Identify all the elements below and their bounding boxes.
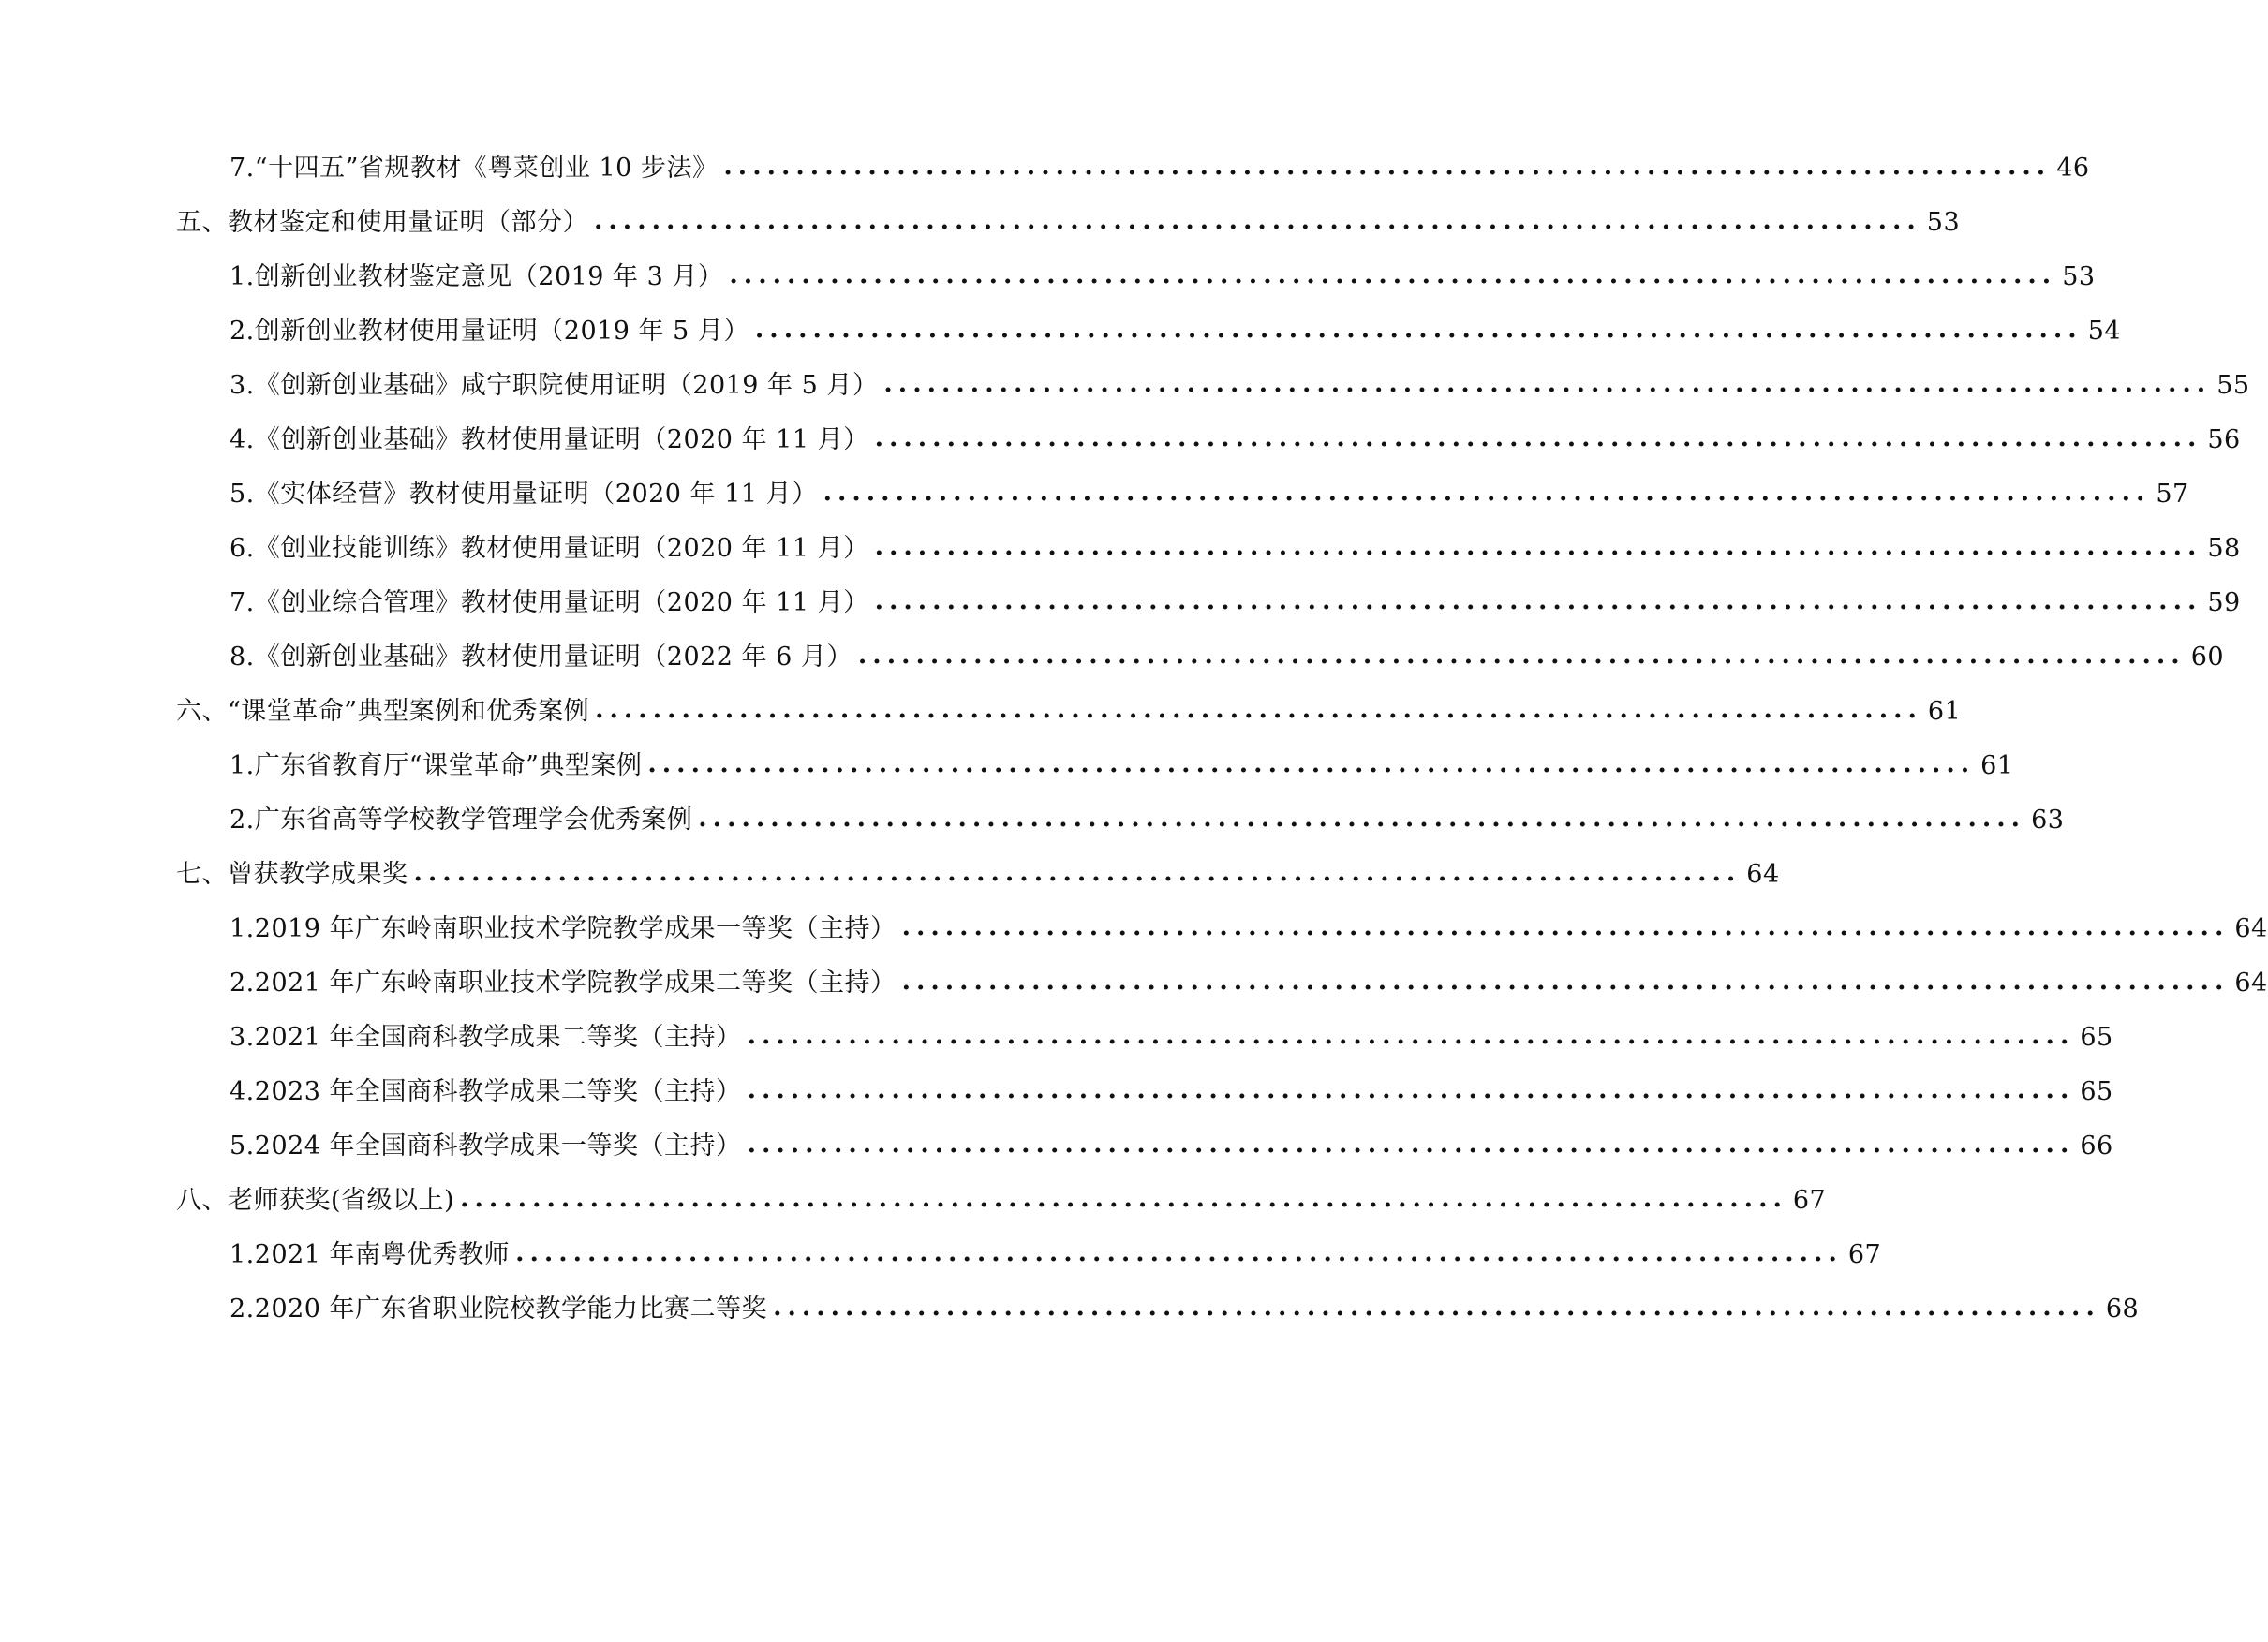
toc-entry-title: 3.2021 年全国商科教学成果二等奖（主持） [230,1023,742,1052]
toc-entry-title: 六、“课堂革命”典型案例和优秀案例 [176,697,590,726]
toc-entry-page: 57 [2156,480,2189,509]
toc-entry[interactable] [230,1128,2113,1165]
toc-entry-title: 五、教材鉴定和使用量证明（部分） [176,208,588,237]
toc-dot-leader: ............................................................................................ [857,641,2186,670]
toc-entry-page: 61 [1927,697,1962,726]
toc-dot-leader: ............................................................................................ [515,1238,1843,1267]
toc-entry[interactable] [230,530,2241,568]
toc-entry-title: 4.2023 年全国商科教学成果二等奖（主持） [230,1077,742,1106]
toc-entry-page: 64 [1746,860,1780,889]
toc-dot-leader: ............................................................................................ [747,1021,2075,1050]
toc-entry-title: 7.“十四五”省规教材《粤菜创业 10 步法》 [230,154,719,183]
toc-entry-page: 66 [2080,1132,2113,1161]
toc-entry-title: 2.2020 年广东省职业院校教学能力比赛二等奖 [230,1294,768,1324]
toc-entry-title: 5.2024 年全国商科教学成果一等奖（主持） [230,1132,742,1161]
toc-entry-page: 68 [2105,1294,2140,1324]
toc-entry-page: 59 [2207,588,2241,617]
toc-entry[interactable] [176,856,1780,894]
toc-entry[interactable] [230,910,2268,948]
toc-dot-leader: ............................................................................................ [729,260,2057,289]
toc-entry-page: 60 [2190,643,2225,672]
toc-dot-leader: ............................................................................................ [874,532,2202,561]
toc-entry-page: 54 [2087,317,2122,346]
toc-entry[interactable] [230,1236,1882,1274]
toc-entry[interactable] [230,259,2096,296]
toc-entry-page: 58 [2207,534,2241,563]
toc-entry-title: 八、老师获奖(省级以上) [176,1186,455,1215]
toc-entry-title: 5.《实体经营》教材使用量证明（2020 年 11 月） [230,480,818,509]
toc-entry[interactable] [176,1182,1827,1220]
toc-entry-title: 4.《创新创业基础》教材使用量证明（2020 年 11 月） [230,425,869,454]
toc-entry[interactable] [230,1019,2113,1057]
toc-dot-leader: ............................................................................................ [874,423,2202,452]
toc-dot-leader: ............................................................................................ [647,749,1976,778]
toc-entry-title: 2.广东省高等学校教学管理学会优秀案例 [230,806,693,835]
toc-entry-page: 53 [1926,208,1961,237]
toc-dot-leader: ............................................................................................ [413,858,1742,887]
toc-entry[interactable] [230,747,2014,785]
toc-dot-leader: ............................................................................................ [901,967,2230,996]
toc-dot-leader: ............................................................................................ [747,1075,2075,1104]
toc-entry[interactable] [230,1073,2113,1111]
toc-entry-page: 61 [1980,751,2014,780]
toc-entry[interactable] [230,313,2122,350]
toc-entry-page: 65 [2080,1023,2113,1052]
toc-entry-page: 67 [1847,1240,1882,1269]
toc-entry-page: 56 [2207,425,2241,454]
toc-entry-page: 63 [2031,806,2065,835]
toc-entry-title: 8.《创新创业基础》教材使用量证明（2022 年 6 月） [230,643,852,672]
toc-entry[interactable] [230,150,2090,187]
toc-entry-title: 七、曾获教学成果奖 [176,860,408,889]
toc-dot-leader: ............................................................................................ [698,804,2026,833]
toc-entry-title: 1.广东省教育厅“课堂革命”典型案例 [230,751,643,780]
toc-entry-title: 1.创新创业教材鉴定意见（2019 年 3 月） [230,262,724,291]
toc-entry-page: 64 [2234,969,2268,998]
toc-entry-title: 2.创新创业教材使用量证明（2019 年 5 月） [230,317,749,346]
toc-entry-page: 53 [2062,262,2096,291]
toc-entry[interactable] [230,965,2268,1002]
toc-entry-title: 7.《创业综合管理》教材使用量证明（2020 年 11 月） [230,588,869,617]
toc-entry-title: 1.2021 年南粤优秀教师 [230,1240,511,1269]
toc-dot-leader: ............................................................................................ [747,1130,2075,1159]
toc-entry[interactable] [230,584,2241,622]
toc-dot-leader: ............................................................................................ [874,586,2202,615]
toc-entry-page: 67 [1792,1186,1827,1215]
toc-dot-leader: ............................................................................................ [594,206,1921,235]
toc-entry[interactable] [230,1291,2140,1328]
toc-dot-leader: ............................................................................................ [460,1184,1787,1213]
toc-dot-leader: ............................................................................................ [754,315,2083,344]
toc-entry[interactable] [230,422,2241,459]
toc-entry[interactable] [230,639,2225,676]
toc-entry[interactable] [176,693,1962,731]
toc-entry-title: 2.2021 年广东岭南职业技术学院教学成果二等奖（主持） [230,969,897,998]
toc-entry[interactable] [230,476,2189,513]
toc-entry-page: 65 [2080,1077,2113,1106]
toc-entry-page: 64 [2234,914,2268,943]
toc-entry-title: 1.2019 年广东岭南职业技术学院教学成果一等奖（主持） [230,914,897,943]
toc-entry-page: 55 [2216,371,2250,400]
toc-entry-page: 46 [2056,154,2090,183]
toc-dot-leader: ............................................................................................ [723,152,2052,181]
toc-dot-leader: ............................................................................................ [901,912,2230,941]
toc-entry[interactable] [176,204,1961,242]
toc-entry-title: 6.《创业技能训练》教材使用量证明（2020 年 11 月） [230,534,869,563]
toc-dot-leader: ............................................................................................ [773,1293,2100,1322]
toc-dot-leader: ............................................................................................ [595,695,1922,724]
toc-entry-title: 3.《创新创业基础》咸宁职院使用证明（2019 年 5 月） [230,371,879,400]
toc-entry[interactable] [230,367,2250,405]
toc-dot-leader: ............................................................................................ [883,369,2212,398]
toc-dot-leader: ............................................................................................ [823,478,2151,507]
toc-entry[interactable] [230,802,2065,839]
